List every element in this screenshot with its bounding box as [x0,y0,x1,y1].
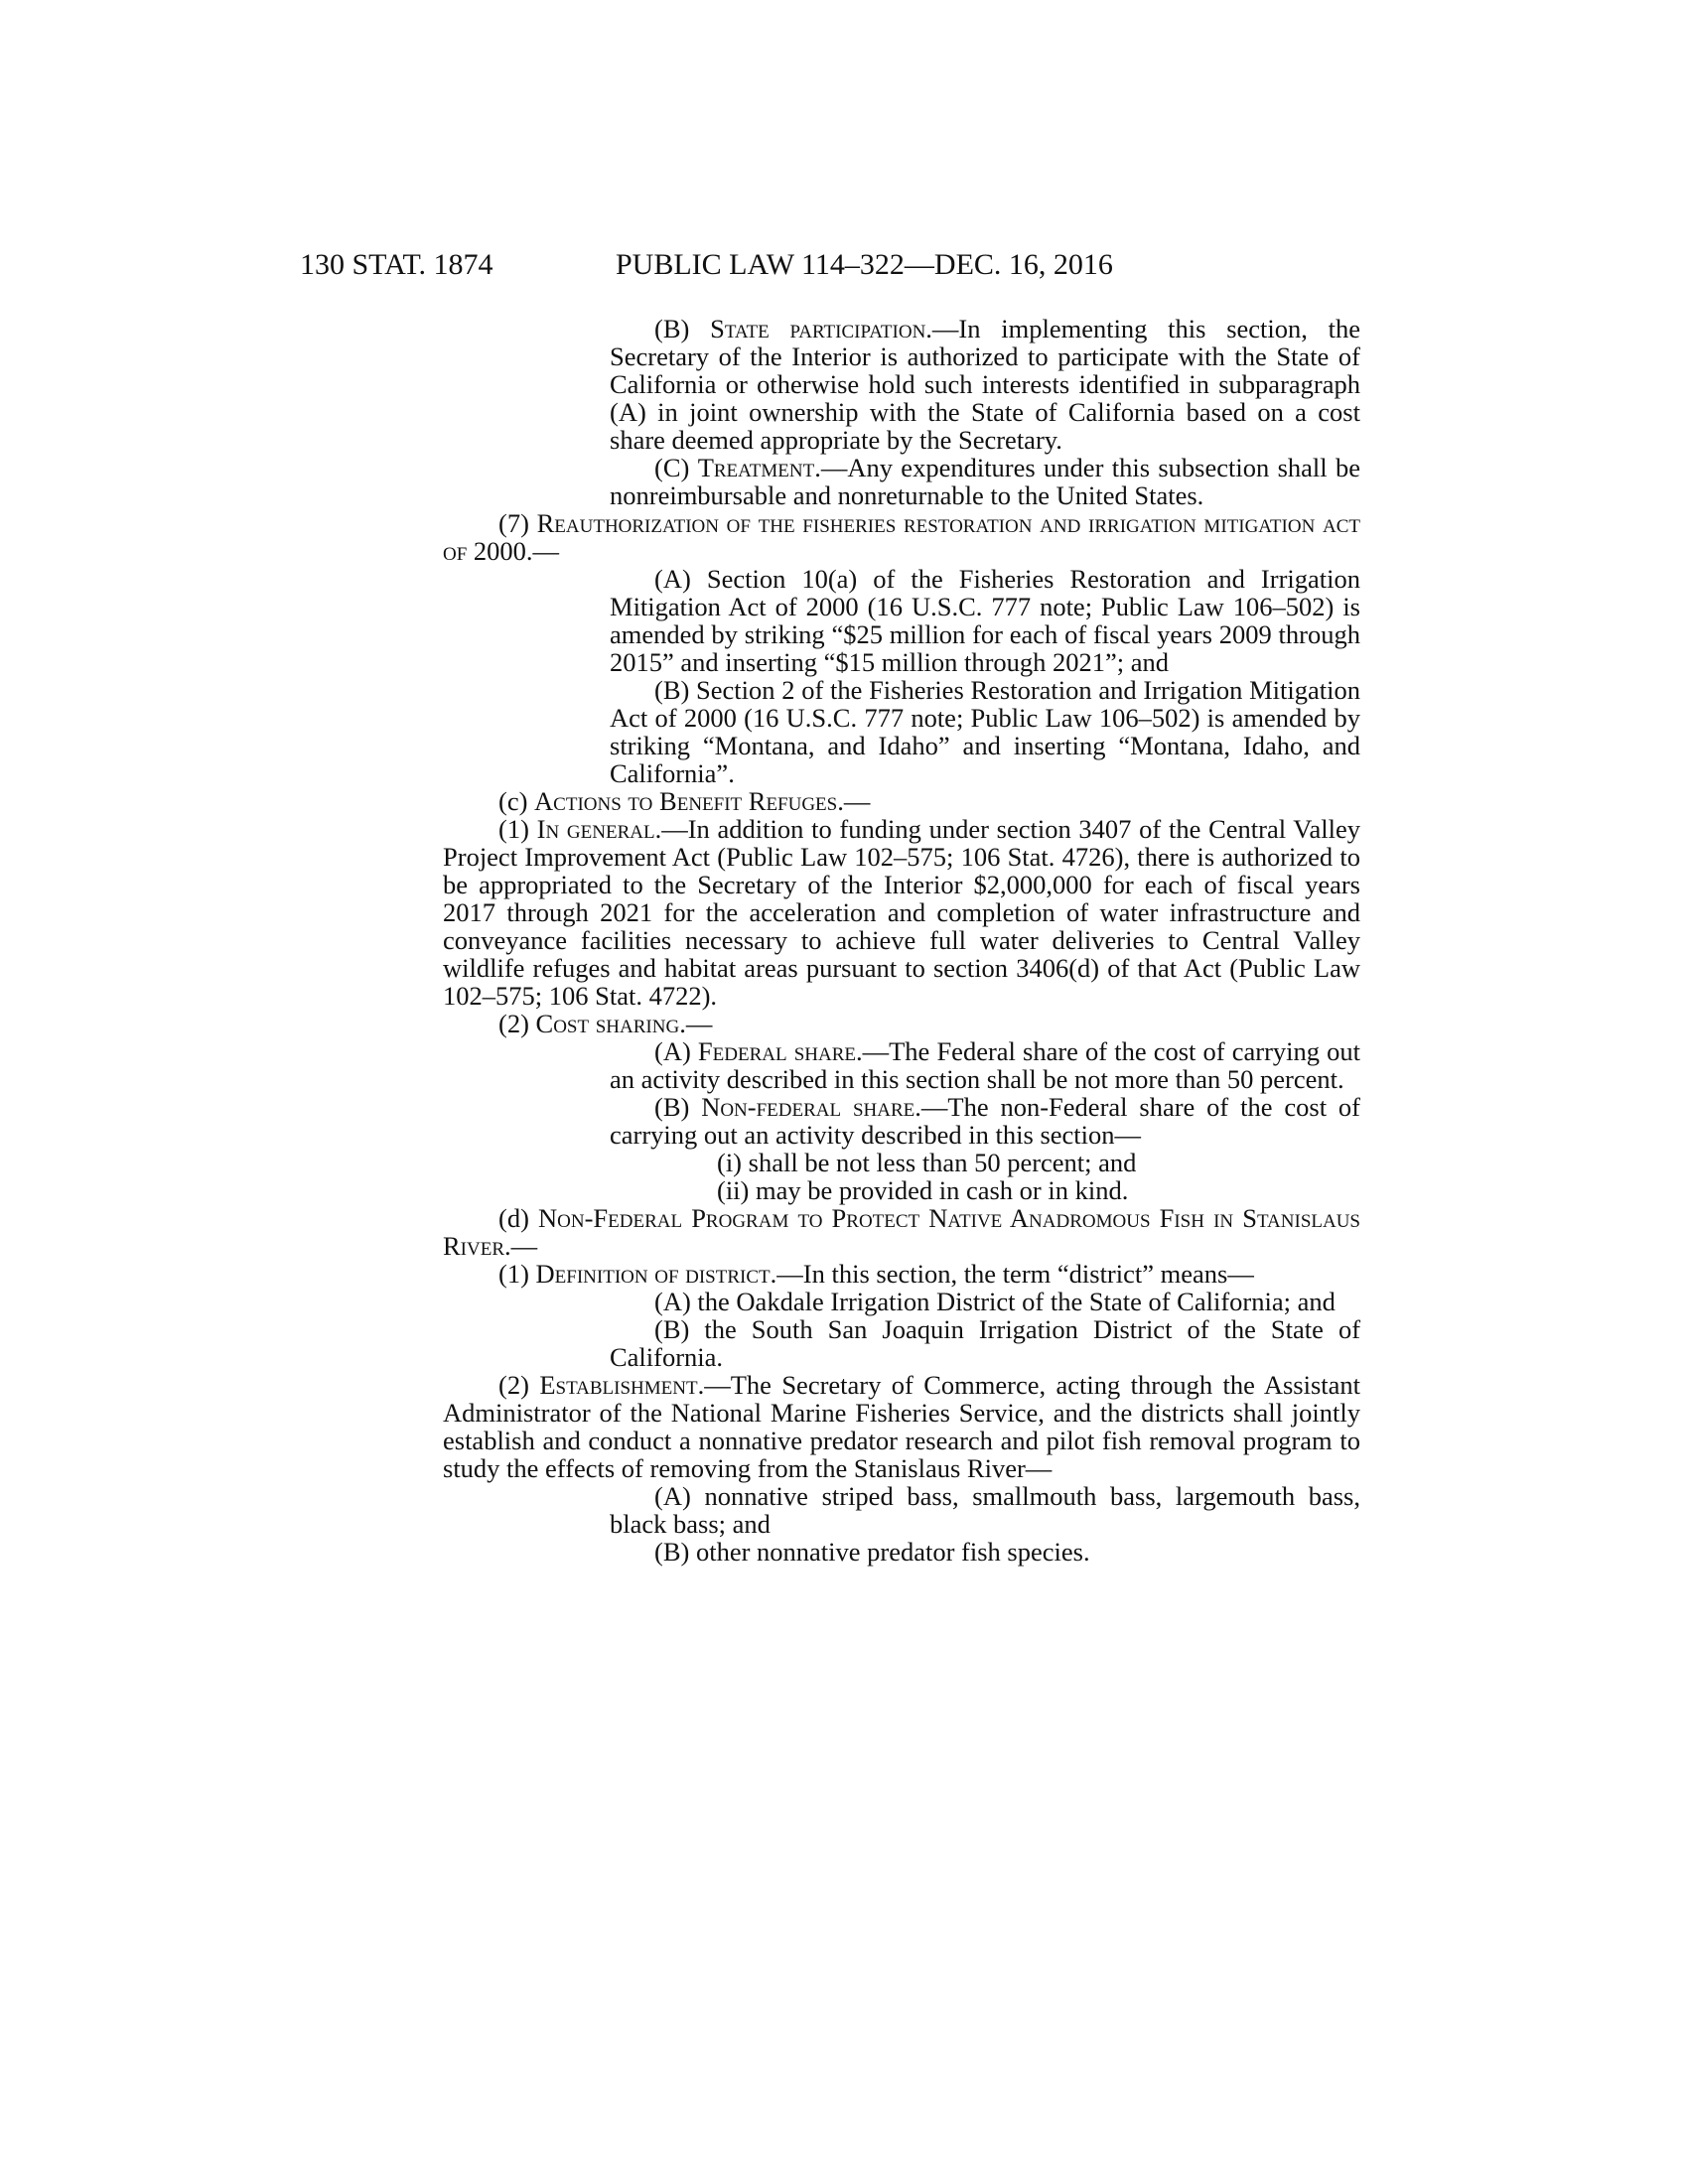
statute-paragraph: (2) Cost sharing.— [498,1009,713,1038]
paragraph-text: the Oakdale Irrigation District of the State of California; and [697,1287,1336,1316]
paragraph-number: (ii) [717,1175,750,1205]
paragraph-text: The Secretary of Commerce, acting through the Assistant Administrator of the National Marine Fisheries Service, and the districts shall jointly establish and conduct a nonnative predator research and pilot fish removal program to study the effects of removing from the Stanislaus River— [443,1370,1361,1483]
paragraph-number: (c) [498,786,528,816]
paragraph-heading: Non-federal share [701,1092,915,1122]
statute-paragraph: (7) Reauthorization of the fisheries restoration and irrigation mitigation act of 2000.— [443,508,1360,566]
paragraph-text: In implementing this section, the Secretary of the Interior is authorized to participate with the State of California or otherwise hold such interests identified in subparagraph (A) in joint ownership with the State of California based on a cost share deemed appropriate by the Secretary. [610,314,1361,455]
paragraph-heading: Cost sharing [535,1009,680,1038]
paragraph-text: Section 10(a) of the Fisheries Restoration and Irrigation Mitigation Act of 2000 (16 U.S.C. 777 note; Public Law 106–502) is amended by striking “$25 million for each of fiscal years 2009 through 2015” and inserting “$15 million through 2021”; and [610,564,1361,677]
paragraph-number: (A) [654,1481,691,1511]
paragraph-heading: State participation [710,314,926,343]
statute-paragraph [498,1288,1360,1315]
stat-reference: 130 STAT. 1874 [300,248,493,281]
statute-paragraph: (B) State participation.—In implementing this section, the Secretary of the Interior is authorized to participate with the State of California or otherwise hold such interests identified in subparagraph (A) in joint ownership with the State of California based on a cost share deemed appropriate by the Secretary. [610,314,1361,455]
statute-paragraph: (1) Definition of district.—In this section, the term “district” means— [498,1259,1254,1289]
public-law-reference: PUBLIC LAW 114–322—DEC. 16, 2016 [616,248,1113,281]
page-header [300,245,1362,285]
paragraph-number: (A) [654,564,691,594]
paragraph-number: (B) [654,675,690,705]
statute-paragraph: (1) In general.—In addition to funding under section 3407 of the Central Valley Project Improvement Act (Public Law 102–575; 106 Stat. 4726), there is authorized to be appropriated to the Secretary of the Interior $2,000,000 for each of fiscal years 2017 through 2021 for the acceleration and completion of water infrastructure and conveyance facilities necessary to achieve full water deliveries to Central Valley wildlife refuges and habitat areas pursuant to section 3406(d) of that Act (Public Law 102–575; 106 Stat. 4722). [443,814,1361,1011]
statute-paragraph [498,565,1360,676]
paragraph-text: The non-Federal share of the cost of carrying out an activity described in this section— [610,1092,1361,1150]
paragraph-text: Section 2 of the Fisheries Restoration and Irrigation Mitigation Act of 2000 (16 U.S.C. 777 note; Public Law 106–502) is amended by striking “Montana, and Idaho” and inserting “Montana, Idaho, and California”. [610,675,1360,788]
statute-paragraph [498,1149,1360,1176]
paragraph-text: In addition to funding under section 3407 of the Central Valley Project Improvement Act (Public Law 102–575; 106 Stat. 4726), there is authorized to be appropriated to the Secretary of the Interior $2,000,000 for each of fiscal years 2017 through 2021 for the acceleration and completion of water infrastructure and conveyance facilities necessary to achieve full water deliveries to Central Valley wildlife refuges and habitat areas pursuant to section 3406(d) of that Act (Public Law 102–575; 106 Stat. 4722). [443,814,1361,1011]
paragraph-number: (7) [498,508,529,538]
paragraph-number: (1) [498,1259,529,1289]
statute-paragraph [498,1176,1360,1204]
statute-body [443,314,1361,1567]
statute-paragraph [498,1315,1360,1371]
paragraph-text: may be provided in cash or in kind. [756,1175,1129,1205]
paragraph-number: (A) [654,1036,691,1066]
paragraph-number: (C) [654,453,690,482]
paragraph-heading: Federal share [697,1036,856,1066]
statute-paragraph: (B) Non-federal share.—The non-Federal share of the cost of carrying out an activity described in this section— [610,1092,1361,1150]
paragraph-number: (B) [654,1537,690,1567]
paragraph-text: nonnative striped bass, smallmouth bass, largemouth bass, black bass; and [610,1481,1360,1539]
paragraph-number: (i) [717,1148,743,1177]
paragraph-text: shall be not less than 50 percent; and [748,1148,1137,1177]
paragraph-number: (d) [498,1203,529,1233]
statute-paragraph: (C) Treatment.—Any expenditures under this subsection shall be nonreimbursable and nonreturnable to the United States. [610,453,1361,510]
paragraph-number: (B) [654,314,690,343]
paragraph-heading: Treatment [697,453,815,482]
paragraph-number: (A) [654,1287,691,1316]
paragraph-heading: Establishment [539,1370,698,1400]
paragraph-text: Any expenditures under this subsection shall be nonreimbursable and nonreturnable to the United States. [610,453,1361,510]
statute-paragraph [498,1538,1360,1566]
paragraph-heading: Actions to Benefit Refuges [534,786,838,816]
statute-paragraph [498,1482,1360,1538]
paragraph-number: (B) [654,1314,690,1344]
paragraph-number: (2) [498,1370,529,1400]
paragraph-number: (1) [498,814,529,844]
statute-paragraph: (d) Non-Federal Program to Protect Native Anadromous Fish in Stanislaus River.— [443,1203,1360,1261]
paragraph-number: (2) [498,1009,529,1038]
statute-paragraph: (2) Establishment.—The Secretary of Commerce, acting through the Assistant Administrator of the National Marine Fisheries Service, and the districts shall jointly establish and conduct a nonnative predator research and pilot fish removal program to study the effects of removing from the Stanislaus River— [443,1370,1361,1483]
paragraph-heading: Non-Federal Program to Protect Native Anadromous Fish in Stanislaus River [443,1203,1360,1261]
statute-paragraph [498,676,1360,787]
paragraph-heading: In general [536,814,655,844]
paragraph-heading: Definition of district [535,1259,771,1289]
paragraph-text: the South San Joaquin Irrigation District of the State of California. [610,1314,1361,1372]
paragraph-heading: Reauthorization of the fisheries restoration and irrigation mitigation act of 2000 [443,508,1360,566]
paragraph-text: The Federal share of the cost of carrying out an activity described in this section shall be not more than 50 percent. [610,1036,1360,1094]
paragraph-text: In this section, the term “district” means— [802,1259,1254,1289]
paragraph-text: other nonnative predator fish species. [695,1537,1090,1567]
statute-paragraph: (c) Actions to Benefit Refuges.— [498,786,871,816]
statute-paragraph: (A) Federal share.—The Federal share of the cost of carrying out an activity described in this section shall be not more than 50 percent. [610,1036,1360,1094]
paragraph-number: (B) [654,1092,690,1122]
